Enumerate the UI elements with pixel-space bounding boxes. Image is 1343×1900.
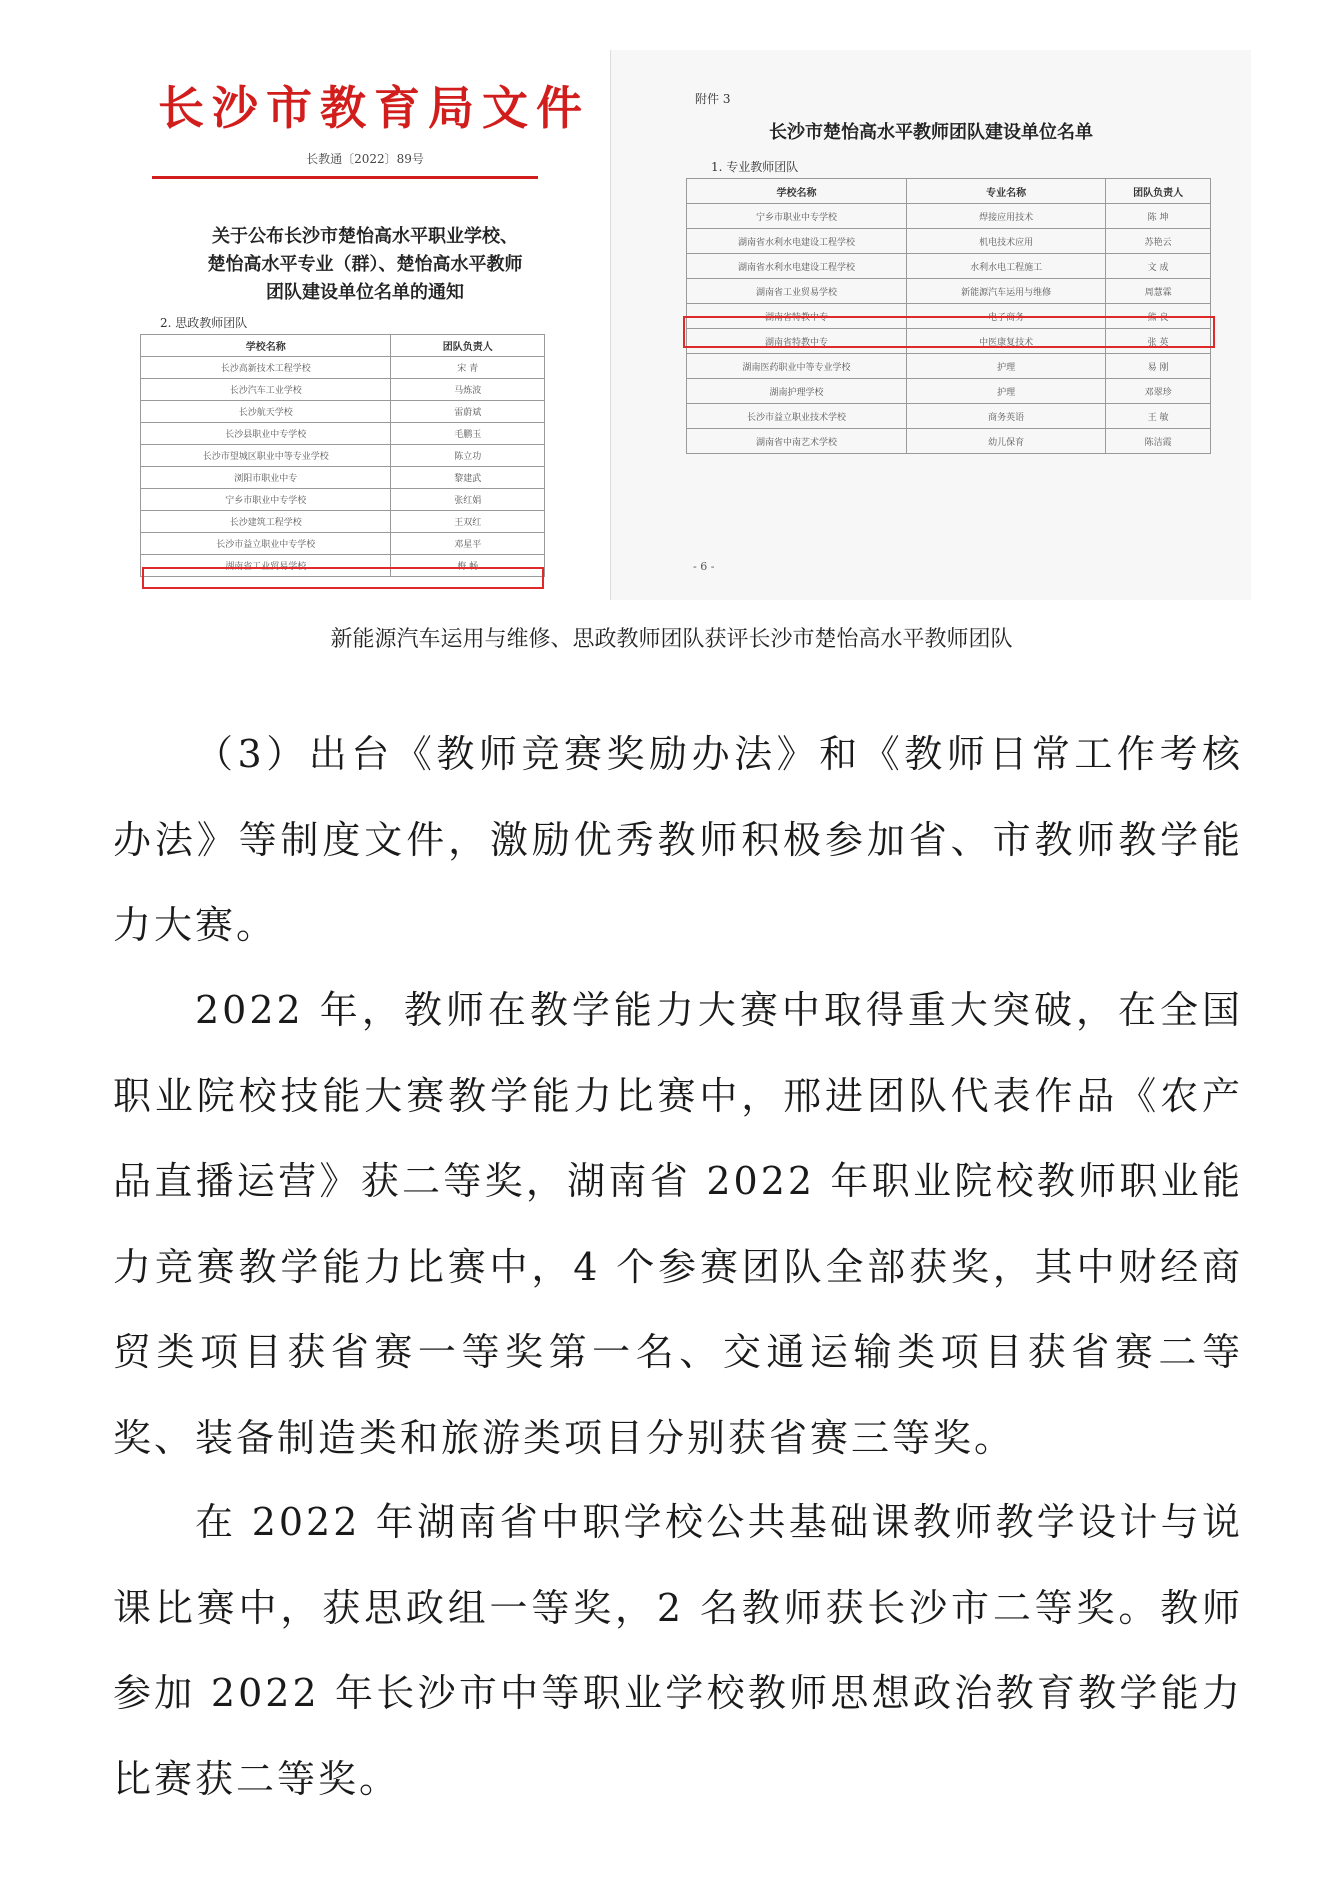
table-cell: 长沙汽车工业学校 <box>141 379 391 401</box>
table-cell: 易 刚 <box>1106 354 1211 379</box>
table-header: 团队负责人 <box>391 335 545 357</box>
section-label: 2. 思政教师团队 <box>160 316 248 330</box>
table-row <box>141 357 545 379</box>
highlight-box <box>683 316 1215 348</box>
document-header: 长沙市教育局文件 <box>158 81 590 135</box>
table-row <box>687 354 1211 379</box>
table-header: 学校名称 <box>141 335 391 357</box>
table-header: 专业名称 <box>907 179 1106 204</box>
paragraph: 在 2022 年湖南省中职学校公共基础课教师教学设计与说课比赛中，获思政组一等奖，2 名教师获长沙市二等奖。教师参加 2022 年长沙市中等职业学校教师思想政治教育教学能力比赛获二等奖。 <box>113 1500 1243 1801</box>
table-cell: 张 英 <box>1106 329 1211 354</box>
table-cell: 焊接应用技术 <box>907 204 1106 229</box>
table-row <box>141 489 545 511</box>
table-cell: 马炼波 <box>391 379 545 401</box>
table-cell: 宁乡市职业中专学校 <box>687 204 907 229</box>
page-number: - 6 - <box>693 560 715 573</box>
table-cell: 商务英语 <box>907 404 1106 429</box>
table-cell: 湖南医药职业中等专业学校 <box>687 354 907 379</box>
table-cell: 长沙县职业中专学校 <box>141 423 391 445</box>
table-cell: 陈立功 <box>391 445 545 467</box>
table-row <box>141 379 545 401</box>
table-cell: 宋 青 <box>391 357 545 379</box>
figure-caption: 新能源汽车运用与维修、思政教师团队获评长沙市楚怡高水平教师团队 <box>330 627 1013 652</box>
table-cell: 湖南省特教中专 <box>687 304 907 329</box>
table-cell: 新能源汽车运用与维修 <box>907 279 1106 304</box>
table-cell: 苏艳云 <box>1106 229 1211 254</box>
table-cell: 湖南省水利水电建设工程学校 <box>687 229 907 254</box>
table-cell: 机电技术应用 <box>907 229 1106 254</box>
table-row <box>687 229 1211 254</box>
table-cell: 熊 良 <box>1106 304 1211 329</box>
table-row <box>141 467 545 489</box>
figure-image <box>140 38 1250 603</box>
table-row <box>141 401 545 423</box>
left-document-scan <box>140 38 590 603</box>
table-row <box>687 279 1211 304</box>
table-cell: 湖南省水利水电建设工程学校 <box>687 254 907 279</box>
table-cell: 王双红 <box>391 511 545 533</box>
table-cell: 长沙市益立职业技术学校 <box>687 404 907 429</box>
table-cell: 邓星平 <box>391 533 545 555</box>
table-row <box>687 379 1211 404</box>
table-cell: 幼儿保育 <box>907 429 1106 454</box>
table-cell: 王 敏 <box>1106 404 1211 429</box>
table-cell: 长沙市益立职业中专学校 <box>141 533 391 555</box>
table-row <box>141 423 545 445</box>
table-row <box>687 204 1211 229</box>
paragraph: （3）出台《教师竞赛奖励办法》和《教师日常工作考核办法》等制度文件，激励优秀教师积极参加省、市教师教学能力大赛。 <box>113 732 1243 947</box>
highlight-box <box>142 567 544 589</box>
table-cell: 周慧霖 <box>1106 279 1211 304</box>
table-cell: 湖南省工业贸易学校 <box>687 279 907 304</box>
paragraph: 2022 年，教师在教学能力大赛中取得重大突破，在全国职业院校技能大赛教学能力比赛中，邢进团队代表作品《农产品直播运营》获二等奖，湖南省 2022 年职业院校教师职业能力竞赛教学能力比赛中，4 个参赛团队全部获奖，其中财经商贸类项目获省赛一等奖第一名、交通运输类项目获省赛二等奖、装备制造类和旅游类项目分别获省赛三等奖。 <box>113 988 1243 1460</box>
table-cell: 护理 <box>907 379 1106 404</box>
table-cell: 湖南省中南艺术学校 <box>687 429 907 454</box>
table-header: 学校名称 <box>687 179 907 204</box>
table-cell: 陈 坤 <box>1106 204 1211 229</box>
table-cell: 湖南省特教中专 <box>687 329 907 354</box>
table-header: 团队负责人 <box>1106 179 1211 204</box>
section-label: 1. 专业教师团队 <box>711 160 799 174</box>
table-row <box>141 445 545 467</box>
appendix-label: 附件 3 <box>695 92 731 106</box>
table-cell: 梅 畅 <box>391 555 545 577</box>
document-number: 长教通〔2022〕89号 <box>306 152 424 166</box>
table-row <box>141 533 545 555</box>
notice-title: 关于公布长沙市楚怡高水平职业学校、 楚怡高水平专业（群）、楚怡高水平教师 团队建设单位名单的通知 <box>207 226 523 303</box>
left-table <box>140 334 545 577</box>
list-title: 长沙市楚怡高水平教师团队建设单位名单 <box>769 122 1093 143</box>
red-divider <box>152 176 538 179</box>
table-cell: 宁乡市职业中专学校 <box>141 489 391 511</box>
table-row <box>141 511 545 533</box>
table-cell: 毛鹏玉 <box>391 423 545 445</box>
table-cell: 长沙建筑工程学校 <box>141 511 391 533</box>
table-row <box>687 404 1211 429</box>
table-cell: 电子商务 <box>907 304 1106 329</box>
table-cell: 陈洁霞 <box>1106 429 1211 454</box>
table-cell: 湖南护理学校 <box>687 379 907 404</box>
table-cell: 长沙航天学校 <box>141 401 391 423</box>
table-cell: 长沙高新技术工程学校 <box>141 357 391 379</box>
table-cell: 湖南省工业贸易学校 <box>141 555 391 577</box>
table-cell: 雷蔚斌 <box>391 401 545 423</box>
table-cell: 黎建武 <box>391 467 545 489</box>
table-cell: 中医康复技术 <box>907 329 1106 354</box>
table-cell: 邓翠珍 <box>1106 379 1211 404</box>
table-cell: 长沙市望城区职业中等专业学校 <box>141 445 391 467</box>
table-row <box>687 254 1211 279</box>
table-cell: 护理 <box>907 354 1106 379</box>
table-cell: 水利水电工程施工 <box>907 254 1106 279</box>
table-cell: 张红娟 <box>391 489 545 511</box>
table-cell: 文 成 <box>1106 254 1211 279</box>
table-row <box>687 429 1211 454</box>
right-document-scan <box>610 50 1251 600</box>
table-cell: 浏阳市职业中专 <box>141 467 391 489</box>
